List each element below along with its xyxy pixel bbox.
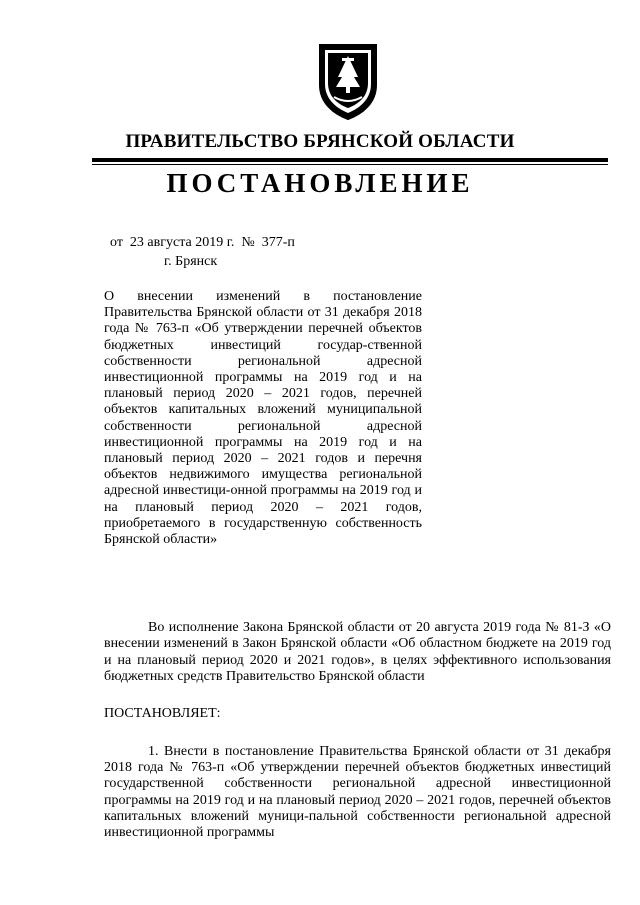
coat-of-arms-icon	[316, 41, 380, 121]
header-rule-thin	[92, 164, 608, 165]
document-city: г. Брянск	[164, 254, 218, 269]
decree-word: ПОСТАНОВЛЯЕТ:	[104, 706, 221, 721]
header-rule-thick	[92, 158, 608, 162]
organization-name: ПРАВИТЕЛЬСТВО БРЯНСКОЙ ОБЛАСТИ	[125, 131, 515, 152]
item-1-paragraph: 1. Внести в постановление Правительства Брянской области от 31 декабря 2018 года № 763-п «Об утверждении перечней объектов бюджетных инвестиций государственной собственности региональной адресной инвестиционной программы на 2019 год и на плановый период 2020 – 2021 годов, перечней объектов капитальных вложений муници-пальной собственности региональной адресной инвестиционной программы	[104, 744, 611, 841]
document-date-number: от 23 августа 2019 г. № 377-п	[110, 235, 295, 250]
document-title: ПОСТАНОВЛЕНИЕ	[166, 168, 474, 198]
document-subject: О внесении изменений в постановление Правительства Брянской области от 31 декабря 2018 года № 763-п «Об утверждении перечней объектов бюджетных инвестиций государ-ственной собственности региональной адресной инвестиционной программы на 2019 год и на плановый период 2020 – 2021 годов, перечней объектов капитальных вложений муниципальной собственности региональной адресной инвестиционной программы на 2019 год и на плановый период 2020 – 2021 годов и перечня объектов недвижимого имущества региональной адресной инвестици-онной программы на 2019 год и на плановый период 2020 – 2021 годов, приобретаемого в государственную собственность Брянской области»	[104, 289, 422, 548]
preamble-paragraph: Во исполнение Закона Брянской области от 20 августа 2019 года № 81-З «О внесении изменений в Закон Брянской области «Об областном бюджете на 2019 год и на плановый период 2020 и 2021 годов», в целях эффективного использования бюджетных средств Правительство Брянской области	[104, 620, 611, 685]
